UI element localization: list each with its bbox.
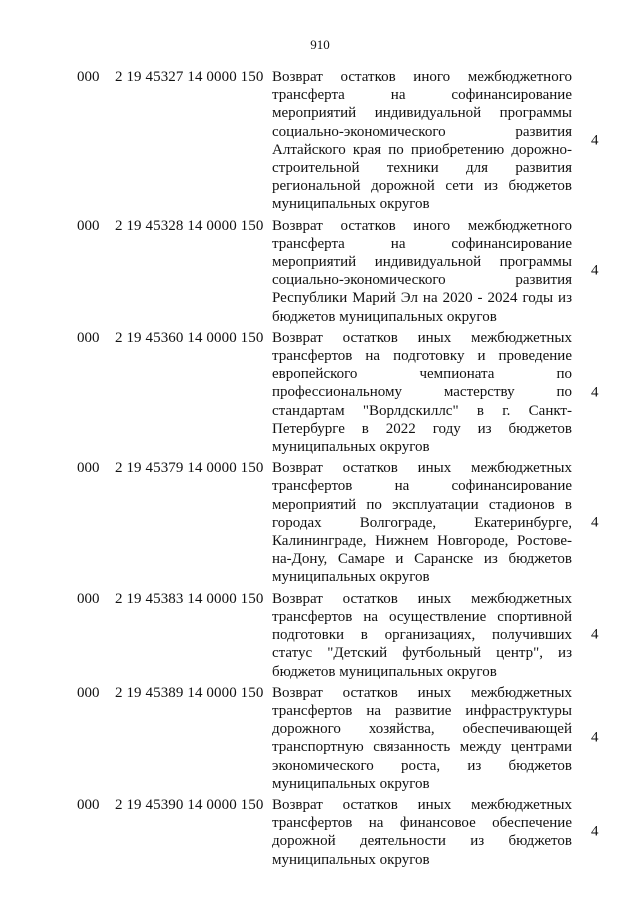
row-classification-code: 2 19 45390 14 0000 150	[115, 796, 264, 813]
table-row	[0, 217, 640, 326]
row-value: 4	[591, 729, 599, 746]
row-classification-code: 2 19 45383 14 0000 150	[115, 590, 264, 607]
row-description: Возврат остатков иных межбюджетных трансфертов на софинансирование мероприятий по эксплуатации стадионов в городах Волгограде, Екатеринбурге, Калининграде, Нижнем Новгороде, Ростове-на-Дону, Самаре и Саранске из бюджетов муниципальных округов	[272, 460, 572, 586]
row-org-code: 000	[77, 329, 100, 346]
row-value: 4	[591, 132, 599, 149]
row-classification-code: 2 19 45328 14 0000 150	[115, 217, 264, 234]
table-row	[0, 329, 640, 456]
table-row	[0, 796, 640, 869]
row-classification-code: 2 19 45379 14 0000 150	[115, 460, 264, 477]
row-description: Возврат остатков иных межбюджетных трансфертов на развитие инфраструктуры дорожного хозяйства, обеспечивающей транспортную связанность между центрами экономического роста, из бюджетов муниципальных округов	[272, 684, 572, 792]
row-classification-code: 2 19 45360 14 0000 150	[115, 329, 264, 346]
row-org-code: 000	[77, 684, 100, 701]
table-row	[0, 590, 640, 681]
row-value: 4	[591, 823, 599, 840]
row-org-code: 000	[77, 796, 100, 813]
row-classification-code: 2 19 45389 14 0000 150	[115, 684, 264, 701]
row-description: Возврат остатков иного межбюджетного трансферта на софинансирование мероприятий индивидуальной программы социально-экономического развития Алтайского края по приобретению дорожно-строительной техники для развития региональной дорожной сети из бюджетов муниципальных округов	[272, 69, 572, 213]
row-org-code: 000	[77, 590, 100, 607]
row-value: 4	[591, 384, 599, 401]
page-number: 910	[310, 37, 330, 52]
row-value: 4	[591, 514, 599, 531]
row-org-code: 000	[77, 69, 100, 85]
row-classification-code: 2 19 45327 14 0000 150	[115, 69, 264, 85]
row-description: Возврат остатков иных межбюджетных трансфертов на осуществление спортивной подготовки в организациях, получивших статус "Детский футбольный центр", из бюджетов муниципальных округов	[272, 590, 572, 680]
row-description: Возврат остатков иного межбюджетного трансферта на софинансирование мероприятий индивидуальной программы социально-экономического развития Республики Марий Эл на 2020 - 2024 годы из бюджетов муниципальных округов	[272, 217, 572, 325]
table-row	[0, 684, 640, 793]
row-org-code: 000	[77, 217, 100, 234]
row-value: 4	[591, 262, 599, 279]
row-org-code: 000	[77, 460, 100, 477]
table-row	[0, 459, 640, 586]
budget-code-table	[0, 68, 640, 869]
table-row	[0, 68, 640, 214]
row-description: Возврат остатков иных межбюджетных трансфертов на подготовку и проведение европейского чемпионата по профессиональному мастерству по стандартам "Ворлдскиллс" в г. Санкт-Петербурге в 2022 году из бюджетов муниципальных округов	[272, 329, 572, 456]
row-value: 4	[591, 626, 599, 643]
row-description: Возврат остатков иных межбюджетных трансфертов на финансовое обеспечение дорожной деятельности из бюджетов муниципальных округов	[272, 796, 572, 868]
